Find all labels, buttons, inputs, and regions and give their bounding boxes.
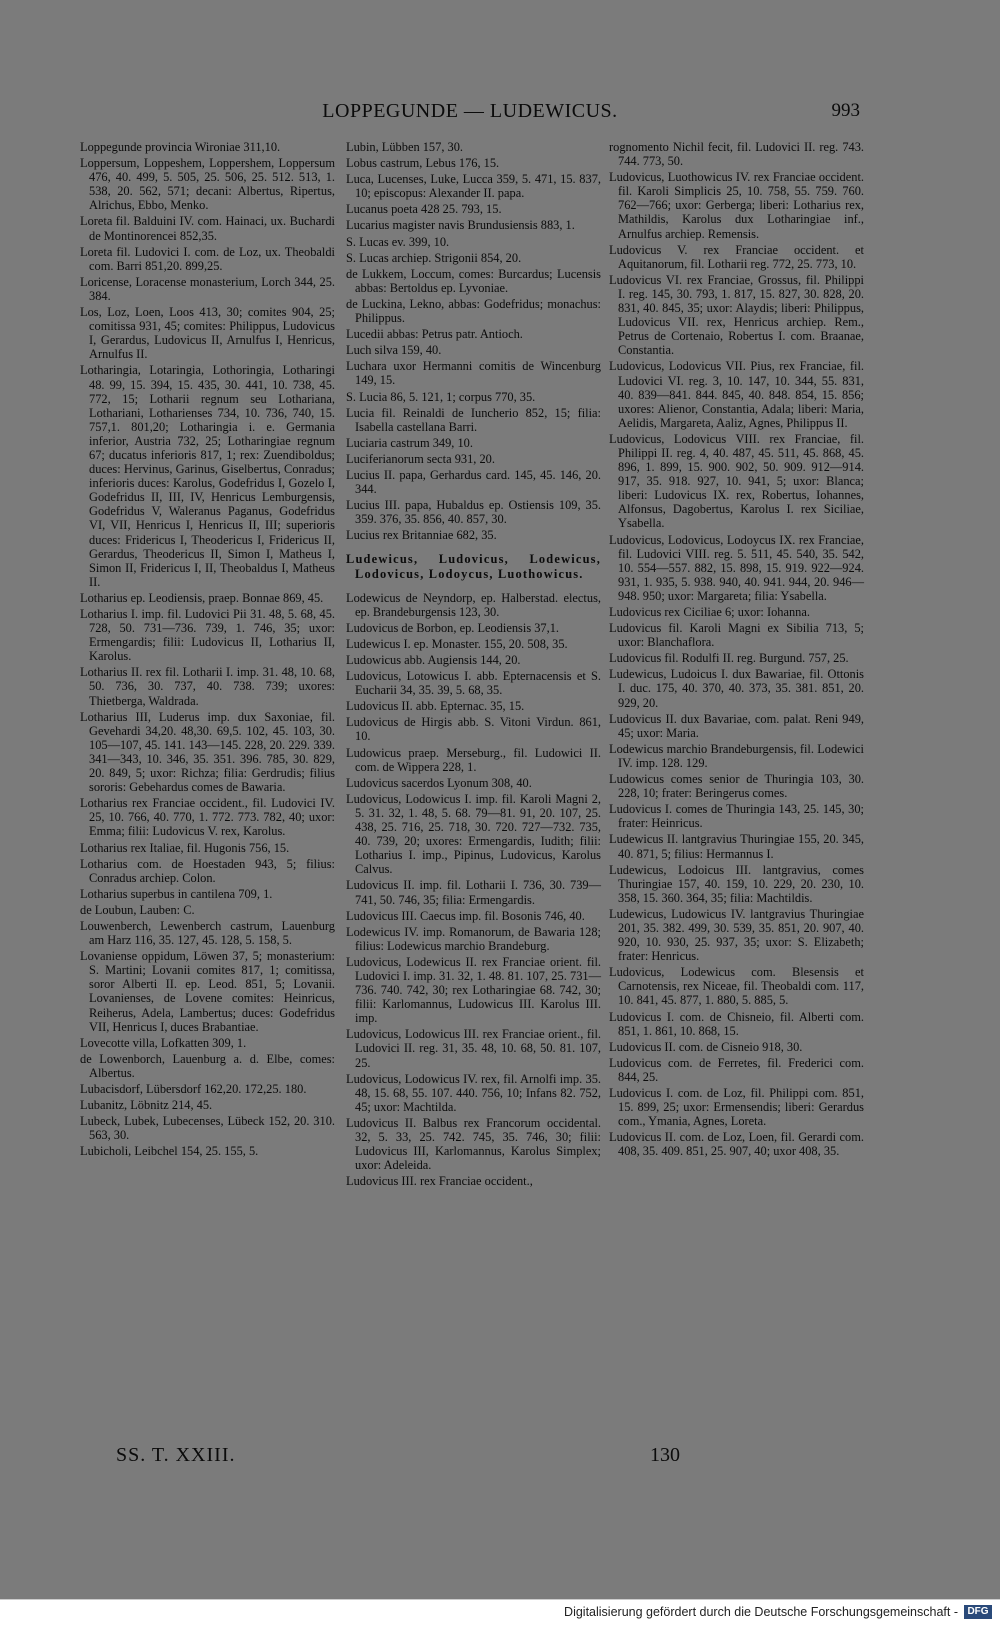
index-entry: rognomento Nichil fecit, fil. Ludovici II. reg. 743. 744. 773, 50.	[609, 140, 864, 169]
index-entry: Lubin, Lübben 157, 30.	[346, 140, 464, 154]
index-entry: Lotharius III, Luderus imp. dux Saxoniae, fil. Gevehardi 34,20. 48,30. 69,5. 102, 45. 103, 30. 105—107, 45. 141. 143—145. 228, 20. 229. 339. 341—343, 10. 346, 35. 351. 396. 785, 30. 829, 20. 849, 5; uxor: Richza; filia: Gerdrudis; filius sororis: Gebehardus comes de Bawaria.	[80, 709, 335, 795]
index-entry: Ludovicus II. abb. Epternac. 35, 15.	[346, 699, 525, 714]
index-entry: Ludovicus, Lodewicus II. rex Franciae orient. fil. Ludovici I. imp. 31. 32, 1. 48. 81. 107, 25. 731—736. 740. 742, 30; rex Lotharingiae 68. 742, 30; filii: Karlomannus, Ludowicus III. Karolus III. imp.	[346, 954, 601, 1026]
dfg-logo-icon: DFG	[964, 1605, 992, 1619]
index-entry: Ludovicus I. comes de Thuringia 143, 25. 145, 30; frater: Heinricus.	[609, 802, 864, 831]
index-entry: Lucedii abbas: Petrus patr. Antioch.	[346, 327, 523, 342]
index-entry: Luch silva 159, 40.	[346, 343, 442, 358]
index-entry: Ludovicus fil. Karoli Magni ex Sibilia 713, 5; uxor: Blanchaflora.	[609, 621, 864, 650]
index-entry: Ludovicus fil. Rodulfi II. reg. Burgund. 757, 25.	[609, 651, 849, 666]
index-entry: S. Lucas archiep. Strigonii 854, 20.	[346, 250, 522, 265]
running-title: LOPPEGUNDE — LUDEWICUS.	[322, 100, 618, 122]
index-entry: S. Lucas ev. 399, 10.	[346, 234, 450, 249]
index-entry: Ludowicus praep. Merseburg., fil. Ludowici II. com. de Wippera 228, 1.	[346, 745, 601, 774]
index-entry: Loreta fil. Ludovici I. com. de Loz, ux. Theobaldi com. Barri 851,20. 899,25.	[80, 244, 335, 273]
index-entry: Ludovicus II. imp. fil. Lotharii I. 736, 30. 739—741, 50. 746, 35; filia: Ermengardis.	[346, 878, 601, 907]
index-entry: Lubanitz, Löbnitz 214, 45.	[80, 1098, 213, 1113]
index-entry: Ludovicus II. com. de Cisneio 918, 30.	[609, 1039, 803, 1054]
index-entry: Luciferianorum secta 931, 20.	[346, 451, 495, 466]
index-entry: Louwenberch, Lewenberch castrum, Lauenburg am Harz 116, 35. 127, 45. 128, 5. 158, 5.	[80, 918, 335, 948]
index-entry: Luciaria castrum 349, 10.	[346, 435, 473, 450]
index-entry: Ludovicus, Lotowicus I. abb. Epternacensis et S. Eucharii 34, 35. 39, 5. 68, 35.	[346, 669, 601, 698]
index-entry: Ludovicus II. com. de Loz, Loen, fil. Gerardi com. 408, 35. 409. 851, 25. 907, 40; uxor 408, 35.	[609, 1130, 864, 1159]
index-entry: Lovaniense oppidum, Löwen 37, 5; monasterium: S. Martini; Lovanii comites 817, 1; comitissa, soror Alberti II. ep. Leod. 851, 5; Lovanii. Lovanienses, de Lovene comites: Heinricus, Reiherus, Adela, Lambertus; duces: Godefridus VII, Henricus I, duces Brabantiae.	[80, 949, 335, 1034]
index-entry: de Lowenborch, Lauenburg a. d. Elbe, comes: Albertus.	[80, 1051, 335, 1080]
index-entry: Loricense, Loracense monasterium, Lorch 344, 25. 384.	[80, 274, 335, 303]
sheet-number: 130	[650, 1444, 680, 1466]
index-entry: Ludewicus, Ludovicus, Lodewicus, Lodovicus, Lodoycus, Luothowicus.	[346, 552, 601, 581]
index-entry: Lodewicus IV. imp. Romanorum, de Bawaria 128; filius: Lodewicus marchio Brandeburg.	[346, 924, 601, 953]
index-entry: Luchara uxor Hermanni comitis de Wincenburg 149, 15.	[346, 359, 601, 388]
index-entry: Ludowicus abb. Augiensis 144, 20.	[346, 653, 521, 667]
index-entry: Ludovicus rex Ciciliae 6; uxor: Iohanna.	[609, 605, 810, 619]
index-entry: Ludewicus, Ludowicus IV. lantgravius Thuringiae 201, 35. 382. 499, 30. 539, 35. 851, 20. 907, 40. 920, 10. 930, 25. 937, 35; uxor: S. Elizabeth; frater: Henricus.	[609, 906, 864, 964]
index-entry: Loreta fil. Balduini IV. com. Hainaci, ux. Buchardi de Montinorencei 852,35.	[80, 214, 335, 243]
index-entry: Ludovicus de Hirgis abb. S. Vitoni Virdun. 861, 10.	[346, 715, 601, 744]
index-entry: Ludovicus com. de Ferretes, fil. Frederici com. 844, 25.	[609, 1055, 864, 1084]
index-entry: Lotharius superbus in cantilena 709, 1.	[80, 886, 273, 901]
index-entry: Lucia fil. Reinaldi de Iuncherio 852, 15; filia: Isabella castellana Barri.	[346, 405, 601, 434]
index-column-1	[80, 140, 335, 1160]
index-entry: de Luckina, Lekno, abbas: Godefridus; monachus: Philippus.	[346, 296, 601, 326]
index-entry: Ludovicus, Luothowicus IV. rex Franciae occident. fil. Karoli Simplicis 25, 10. 758, 55. 759. 760. 762—766; uxor: Gerberga; liberi: Lotharius rex, Mathildis, Karolus dux Lotharingiae inf., Arnulfus archiep. Remensis.	[609, 170, 864, 241]
index-entry: Ludovicus I. com. de Chisneio, fil. Alberti com. 851, 1. 861, 10. 868, 15.	[609, 1009, 864, 1038]
index-entry: Ludovicus, Lodowicus IV. rex, fil. Arnolfi imp. 35. 48, 15. 68, 55. 107. 440. 756, 10; Infans 82. 752, 45; uxor: Machtilda.	[346, 1071, 601, 1114]
signature-mark: SS. T. XXIII.	[116, 1444, 236, 1466]
index-entry: Los, Loz, Loen, Loos 413, 30; comites 904, 25; comitissa 931, 45; comites: Philippus, Ludovicus I, Gerardus, Ludovicus II, Arnulfus I, Henricus, Arnulfus II.	[80, 305, 335, 362]
index-column-3	[609, 140, 864, 1160]
digitization-footer-bar	[0, 1599, 1000, 1625]
index-entry: Lodewicus de Neyndorp, ep. Halberstad. electus, ep. Brandeburgensis 123, 30.	[346, 590, 601, 619]
index-entry: Ludewicus I. ep. Monaster. 155, 20. 508, 35.	[346, 636, 568, 651]
index-entry: Ludovicus, Lodowicus I. imp. fil. Karoli Magni 2, 5. 31. 32, 1. 48, 5. 68. 79—81. 91, 20. 107, 25. 438, 25. 716, 25. 718, 30. 720. 727—732. 735, 40. 739, 20; uxores: Ermengardis, Iudith; filii: Lotharius I. imp., Pipinus, Ludovicus, Karolus Calvus.	[346, 791, 601, 877]
index-entry: de Loubun, Lauben: C.	[80, 902, 195, 917]
index-entry: Lotharingia, Lotaringia, Lothoringia, Lotharingi 48. 99, 15. 394, 15. 435, 30. 441, 10. 738, 45. 772, 15; Lotharii regnum seu Lothariana, Lothariani, Lotharienses 734, 10. 736, 740, 15. 757,1. 801,20; Lotharingia i. e. Germania inferior, Austria 732, 25; Lotharingiae regnum 67; ducatus inferioris 817, 1; rex: Zuendiboldus; duces: Hervinus, Garinus, Giselbertus, Conradus; inferioris duces: Karolus, Godefridus I, Gozelo I, Godefridus II, III, IV, Henricus Lemburgensis, Godefridus V, Waleranus Paganus, Godefridus VI, VII, Henricus I, Henricus II, III; superioris duces: Fridericus I, Theodericus I, Fridericus II, Gerardus, Theodericus II, Simon I, Matheus I, Simon II, Fridericus I, II, Theobaldus I, Matheus II.	[80, 363, 335, 589]
index-entry: Ludovicus, Lodowicus III. rex Franciae orient., fil. Ludovici II. reg. 31, 35. 48, 10. 68, 50. 81. 107, 25.	[346, 1027, 601, 1070]
index-entry: Lubeck, Lubek, Lubecenses, Lübeck 152, 20. 310. 563, 30.	[80, 1114, 335, 1143]
index-entry: Ludewicus II. lantgravius Thuringiae 155, 20. 345, 40. 871, 5; filius: Hermannus I.	[609, 832, 864, 861]
index-entry: Loppegunde provincia Wironiae 311,10.	[80, 140, 281, 154]
index-entry: Lodewicus marchio Brandeburgensis, fil. Lodewici IV. imp. 128. 129.	[609, 741, 864, 770]
index-entry: Ludovicus, Lodovicus VIII. rex Franciae, fil. Philippi II. reg. 4, 40. 487, 45. 511, 45. 868, 45. 896, 1. 899, 15. 900. 902, 50. 909. 912—914. 917, 35. 918. 927, 10. 941, 5; uxor: Blanca; liberi: Ludovicus IX. rex, Robertus, Iohannes, Alfonsus, Dagobertus, Karolus I. rex Siciliae, Ysabella.	[609, 431, 864, 531]
index-entry: Lucius II. papa, Gerhardus card. 145, 45. 146, 20. 344.	[346, 467, 601, 497]
index-entry: Lotharius II. rex fil. Lotharii I. imp. 31. 48, 10. 68, 50. 736, 30. 737, 40. 738. 739; uxores: Thietberga, Waldrada.	[80, 665, 335, 708]
index-entry: Ludovicus, Lodewicus com. Blesensis et Carnotensis, rex Niceae, fil. Theobaldi com. 117, 10. 841, 45. 877, 1. 880, 5. 885, 5.	[609, 965, 864, 1008]
index-entry: Lovecotte villa, Lofkatten 309, 1.	[80, 1035, 247, 1050]
index-entry: Ludovicus sacerdos Lyonum 308, 40.	[346, 775, 532, 790]
index-entry: Lucius rex Britanniae 682, 35.	[346, 528, 497, 543]
index-entry: Loppersum, Loppeshem, Loppershem, Loppersum 476, 40. 499, 5. 505, 25. 506, 25. 512. 513, 1. 538, 20. 562, 571; decani: Albertus, Ripertus, Alrichus, Ebbo, Menko.	[80, 156, 335, 213]
index-entry: Lotharius ep. Leodiensis, praep. Bonnae 869, 45.	[80, 590, 324, 605]
index-entry: Ludowicus comes senior de Thuringia 103, 30. 228, 10; frater: Beringerus comes.	[609, 772, 864, 801]
index-entry: Lubicholi, Leibchel 154, 25. 155, 5.	[80, 1144, 259, 1159]
index-entry: Lotharius com. de Hoestaden 943, 5; filius: Conradus archiep. Colon.	[80, 856, 335, 885]
index-entry: de Lukkem, Loccum, comes: Burcardus; Lucensis abbas: Bertoldus ep. Lyvoniae.	[346, 266, 601, 295]
index-entry: Lotharius I. imp. fil. Ludovici Pii 31. 48, 5. 68, 45. 728, 50. 731—736. 739, 1. 746, 35; uxor: Ermengardis; filii: Ludovicus II, Lotharius II, Karolus.	[80, 607, 335, 664]
index-column-2	[346, 140, 601, 1190]
page-header	[80, 100, 860, 128]
index-entry: Lobus castrum, Lebus 176, 15.	[346, 156, 500, 171]
index-entry: Ludovicus II. dux Bavariae, com. palat. Reni 949, 45; uxor: Maria.	[609, 711, 864, 740]
index-entry: S. Lucia 86, 5. 121, 1; corpus 770, 35.	[346, 389, 536, 404]
index-entry: Ludovicus, Lodovicus, Lodoycus IX. rex Franciae, fil. Ludovici VIII. reg. 5. 511, 45. 540, 35. 542, 10. 554—557. 882, 15. 898, 15. 919. 922—924. 931, 1. 935, 5. 938. 940, 40. 941. 944, 20. 946—948. 950; uxor: Margareta; filia: Ysabella.	[609, 532, 864, 603]
index-entry: Ludovicus, Lodovicus VII. Pius, rex Franciae, fil. Ludovici VI. reg. 3, 10. 147, 10. 344, 55. 831, 40. 839—841. 844. 845, 40. 848. 854, 15. 856; uxores: Alienor, Constantia, Adala; liberi: Maria, Aelidis, Margareta, Aaliz, Agnes, Philippus II.	[609, 359, 864, 430]
index-entry: Ludovicus de Borbon, ep. Leodiensis 37,1.	[346, 620, 560, 635]
index-entry: Ludovicus V. rex Franciae occident. et Aquitanorum, fil. Lotharii reg. 772, 25. 773, 10.	[609, 242, 864, 271]
page-number: 993	[831, 100, 860, 121]
index-entry: Ludovicus II. Balbus rex Francorum occidental. 32, 5. 33, 25. 742. 745, 35. 746, 30; filii: Ludovicus III, Karlomannus, Karolus Simplex; uxor: Adeleida.	[346, 1115, 601, 1173]
index-entry: Lotharius rex Franciae occident., fil. Ludovici IV. 25, 10. 766, 40. 770, 1. 772. 773. 782, 40; uxor: Emma; filii: Ludovicus V. rex, Karolus.	[80, 796, 335, 839]
index-entry: Ludovicus III. Caecus imp. fil. Bosonis 746, 40.	[346, 908, 585, 923]
index-entry: Ludovicus I. com. de Loz, fil. Philippi com. 851, 15. 899, 25; uxor: Ermensendis; liberi: Gerardus com., Ymania, Agnes, Loreta.	[609, 1086, 864, 1129]
index-entry: Ludovicus VI. rex Franciae, Grossus, fil. Philippi I. reg. 145, 30. 793, 1. 817, 15. 827, 30. 828, 20. 831, 40. 845, 35; uxor: Alaydis; liberi: Philippus, Ludovicus VII. rex, Henricus archiep. Rem., Petrus de Cortenaio, Robertus I. com. Braanae, Constantia.	[609, 272, 864, 358]
index-entry: Lucius III. papa, Hubaldus ep. Ostiensis 109, 35. 359. 376, 35. 856, 40. 857, 30.	[346, 498, 601, 527]
index-entry: Lubacisdorf, Lübersdorf 162,20. 172,25. 180.	[80, 1082, 307, 1096]
index-entry: Lucarius magister navis Brundusiensis 883, 1.	[346, 218, 575, 233]
index-entry: Ludewicus, Lodoicus III. lantgravius, comes Thuringiae 157, 40. 159, 10. 229, 20. 230, 10. 358, 15. 360. 364, 35; filia: Machtildis.	[609, 862, 864, 905]
index-entry: Ludovicus III. rex Franciae occident.,	[346, 1174, 533, 1189]
index-entry: Lucanus poeta 428 25. 793, 15.	[346, 202, 502, 217]
index-entry: Ludewicus, Ludoicus I. dux Bawariae, fil. Ottonis I. duc. 175, 40. 370, 40. 373, 35. 381. 851, 20. 929, 20.	[609, 667, 864, 710]
index-entry: Lotharius rex Italiae, fil. Hugonis 756, 15.	[80, 840, 290, 855]
index-entry: Luca, Lucenses, Luke, Lucca 359, 5. 471, 15. 837, 10; episcopus: Alexander II. papa.	[346, 172, 601, 201]
digitization-credit: Digitalisierung gefördert durch die Deutsche Forschungsgemeinschaft -	[564, 1605, 958, 1619]
